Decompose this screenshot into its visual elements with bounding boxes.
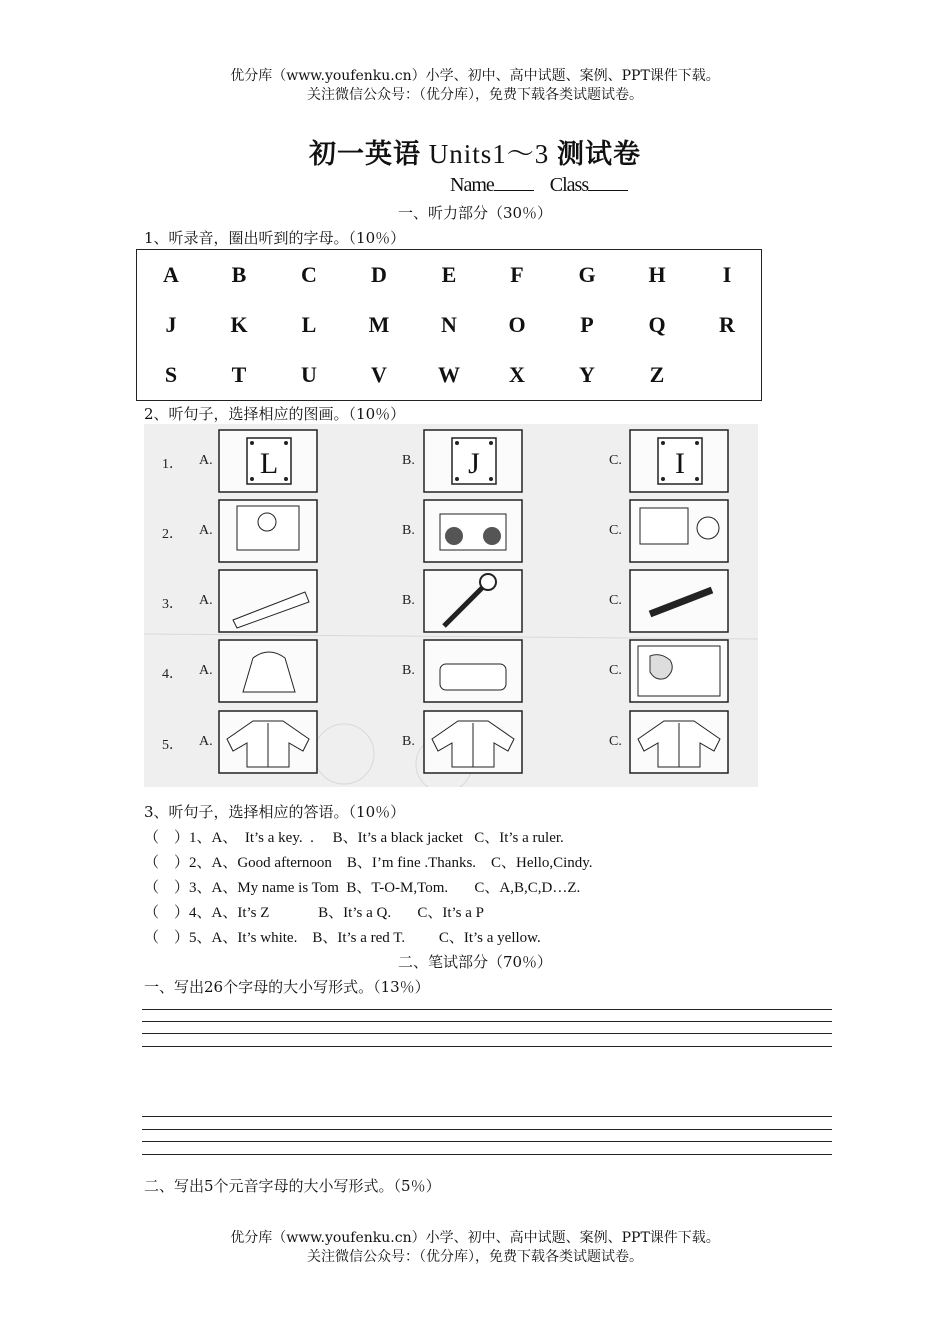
letter-choice[interactable]: N <box>441 312 457 337</box>
picture-option-box[interactable] <box>424 570 522 632</box>
option-label: A. <box>199 453 213 468</box>
part2-heading: 二、笔试部分（70％） <box>397 953 553 971</box>
name-class-line <box>450 172 628 197</box>
pin-dot <box>284 477 288 481</box>
footer-line-1: 优分库（www.youfenku.cn）小学、初中、高中试题、案例、PPT课件下载。 <box>230 1230 720 1246</box>
option-label: C. <box>609 523 622 538</box>
computer-user-icon <box>697 517 719 539</box>
answer-item[interactable]: （ ）1、A、 It’s a key. . B、It’s a black jacket C、It’s a ruler. <box>144 830 564 846</box>
answer-item[interactable]: （ ）4、A、It’s Z B、It’s a Q. C、It’s a P <box>144 905 484 921</box>
part1-heading: 一、听力部分（30％） <box>397 204 553 222</box>
writing-line[interactable] <box>142 1154 832 1155</box>
page-title <box>0 132 950 171</box>
letter-choice[interactable]: S <box>164 362 178 387</box>
option-label: B. <box>402 734 415 749</box>
writing-line[interactable] <box>142 1021 832 1022</box>
computer-icon <box>640 508 688 544</box>
letter-choice[interactable]: Y <box>579 362 595 387</box>
q3-instruction: 3、听句子，选择相应的答语。（10％） <box>144 803 406 821</box>
pin-dot <box>489 477 493 481</box>
pin-dot <box>661 441 665 445</box>
writing-line[interactable] <box>142 1141 832 1142</box>
letter-choice[interactable]: E <box>441 262 457 287</box>
key-head-icon <box>480 574 496 590</box>
letter-choice[interactable]: W <box>438 362 460 387</box>
letter-choice[interactable]: H <box>648 262 666 287</box>
letter-choice[interactable]: P <box>580 312 594 337</box>
answer-item[interactable]: （ ）5、A、It’s white. B、It’s a red T. C、It’s a yellow. <box>144 930 541 946</box>
letter-grid <box>136 249 762 401</box>
letter-choice[interactable]: V <box>371 362 387 387</box>
letter-choice[interactable]: U <box>301 362 317 387</box>
row-number: 5． <box>162 738 183 753</box>
letter-choice[interactable]: Z <box>649 362 665 387</box>
w1-instruction: 一、写出26个字母的大小写形式。（13％） <box>144 978 430 996</box>
header-line-2: 关注微信公众号：（优分库），免费下载各类试题试卷。 <box>307 87 643 103</box>
letter-choice[interactable]: J <box>165 312 177 337</box>
pin-dot <box>455 477 459 481</box>
q1-instruction: 1、听录音，圈出听到的字母。（10％） <box>144 229 406 247</box>
letter-choice[interactable]: B <box>231 262 247 287</box>
writing-line[interactable] <box>142 1129 832 1130</box>
letter-choice[interactable]: O <box>508 312 526 337</box>
pin-dot <box>284 441 288 445</box>
pin-dot <box>455 441 459 445</box>
letter-choice[interactable]: I <box>722 262 732 287</box>
pin-dot <box>695 477 699 481</box>
answer-item[interactable]: （ ）3、A、My name is Tom B、T-O-M,Tom. C、A,B,C,D…Z. <box>144 880 581 896</box>
sign-letter: I <box>675 447 685 480</box>
option-label: A. <box>199 734 213 749</box>
option-label: B. <box>402 523 415 538</box>
picture-choice-panel <box>144 424 758 787</box>
class-label: Class <box>549 174 589 196</box>
footer-line-2: 关注微信公众号：（优分库），免费下载各类试题试卷。 <box>307 1249 643 1265</box>
row-number: 2． <box>162 527 183 542</box>
writing-line[interactable] <box>142 1116 832 1117</box>
name-blank[interactable] <box>494 172 534 191</box>
radio-speaker-icon <box>483 527 501 545</box>
row-number: 4． <box>162 667 183 682</box>
option-label: C. <box>609 453 622 468</box>
letter-choice[interactable]: A <box>163 262 179 287</box>
letter-choice[interactable]: F <box>510 262 524 287</box>
pin-dot <box>250 477 254 481</box>
letter-choice[interactable]: L <box>301 312 317 337</box>
writing-line[interactable] <box>142 1033 832 1034</box>
option-label: B. <box>402 593 415 608</box>
row-number: 1． <box>162 457 183 472</box>
title-cn-b: 测试卷 <box>557 139 641 170</box>
letter-choice[interactable]: X <box>509 362 525 387</box>
pin-dot <box>250 441 254 445</box>
letter-choice[interactable]: C <box>301 262 317 287</box>
sign-letter: J <box>468 447 480 480</box>
letter-choice[interactable]: D <box>371 262 387 287</box>
option-label: C. <box>609 734 622 749</box>
answer-item[interactable]: （ ）2、A、Good afternoon B、I’m fine .Thanks. C、Hello,Cindy. <box>144 855 593 871</box>
option-label: B. <box>402 453 415 468</box>
pin-dot <box>695 441 699 445</box>
option-label: C. <box>609 593 622 608</box>
picture-choices <box>144 424 758 787</box>
name-label: Name <box>450 174 494 196</box>
letter-choice[interactable]: M <box>368 312 390 337</box>
pin-dot <box>489 441 493 445</box>
pin-dot <box>661 477 665 481</box>
class-blank[interactable] <box>588 172 628 191</box>
title-en: Units1～3 <box>420 139 557 169</box>
radio-speaker-icon <box>445 527 463 545</box>
option-label: A. <box>199 523 213 538</box>
pencil-box-icon <box>440 664 506 690</box>
letter-choice[interactable]: G <box>578 262 596 287</box>
option-label: A. <box>199 663 213 678</box>
letter-choice[interactable]: T <box>231 362 247 387</box>
writing-line[interactable] <box>142 1009 832 1010</box>
title-cn-a: 初一英语 <box>308 139 421 170</box>
option-label: B. <box>402 663 415 678</box>
letter-choice[interactable]: K <box>230 312 248 337</box>
writing-line[interactable] <box>142 1046 832 1047</box>
option-label: C. <box>609 663 622 678</box>
option-label: A. <box>199 593 213 608</box>
letter-choice[interactable]: Q <box>648 312 666 337</box>
sign-letter: L <box>259 447 279 480</box>
row-number: 3． <box>162 597 183 612</box>
header-line-1: 优分库（www.youfenku.cn）小学、初中、高中试题、案例、PPT课件下载。 <box>230 68 720 84</box>
w2-instruction: 二、写出5个元音字母的大小写形式。（5％） <box>144 1177 441 1195</box>
letter-choice[interactable]: R <box>719 312 735 337</box>
q2-instruction: 2、听句子，选择相应的图画。（10％） <box>144 405 406 423</box>
